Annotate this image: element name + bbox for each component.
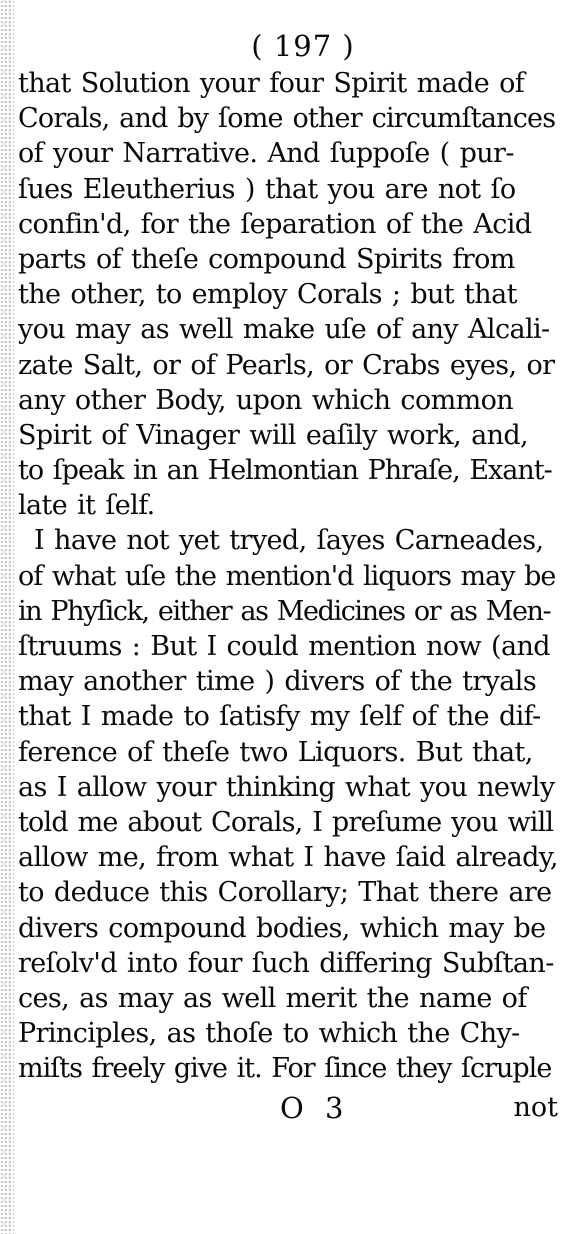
- text-line: Spirit of Vinager will eaſily work, and,: [18, 419, 529, 451]
- text-line: any other Body, upon which common: [18, 384, 514, 416]
- text-line: as I allow your thinking what you newly: [18, 771, 555, 803]
- text-line: reſolv'd into four ſuch differing Subſtan-: [18, 947, 554, 979]
- text-line: allow me, from what I have ſaid already,: [18, 842, 558, 874]
- page-text: [18, 66, 558, 1086]
- text-line: ſues Eleutherius ) that you are not ſo: [18, 173, 516, 205]
- text-line: that Solution your four Spirit made of: [18, 68, 525, 99]
- text-line: parts of theſe compound Spirits from: [18, 243, 515, 275]
- text-line: confin'd, for the ſeparation of the Acid: [18, 208, 532, 240]
- scan-gutter: [0, 0, 14, 1234]
- page-footer: [18, 1088, 558, 1128]
- text-line: zate Salt, or of Pearls, or Crabs eyes, or: [18, 349, 555, 381]
- signature-mark: O 3: [280, 1091, 350, 1126]
- text-line: ference of theſe two Liquors. But that,: [18, 736, 533, 768]
- text-line: may another time ) divers of the tryals: [18, 666, 537, 698]
- text-line: divers compound bodies, which may be: [18, 912, 546, 944]
- text-line: miſts freely give it. For ſince they ſcruple: [18, 1053, 552, 1085]
- page-number: ( 197 ): [251, 29, 355, 63]
- text-line: in Phyſick, either as Medicines or as Men-: [18, 595, 551, 627]
- text-line: the other, to employ Corals ; but that: [18, 279, 517, 311]
- text-line: told me about Corals, I preſume you will: [18, 806, 554, 838]
- text-line: I have not yet tryed, ſayes Carneades,: [34, 525, 544, 557]
- book-page: [18, 26, 558, 1128]
- text-line: to deduce this Corollary; That there are: [18, 877, 552, 909]
- catchword: not: [513, 1092, 558, 1124]
- text-line: Principles, as thoſe to which the Chy-: [18, 1018, 520, 1050]
- text-line: that I made to ſatisfy my ſelf of the dif-: [18, 701, 541, 733]
- text-line: you may as well make uſe of any Alcali-: [18, 314, 550, 346]
- text-line: of what uſe the mention'd liquors may be: [18, 560, 556, 592]
- text-line: Corals, and by ſome other circumſtances: [18, 103, 556, 135]
- text-line: of your Narrative. And ſuppoſe ( pur-: [18, 138, 514, 170]
- text-line: late it ſelf.: [18, 490, 155, 522]
- text-line: ces, as may as well merit the name of: [18, 982, 527, 1014]
- text-line: to ſpeak in an Helmontian Phraſe, Exant-: [18, 455, 552, 487]
- text-line: ſtruums : But I could mention now (and: [18, 631, 550, 662]
